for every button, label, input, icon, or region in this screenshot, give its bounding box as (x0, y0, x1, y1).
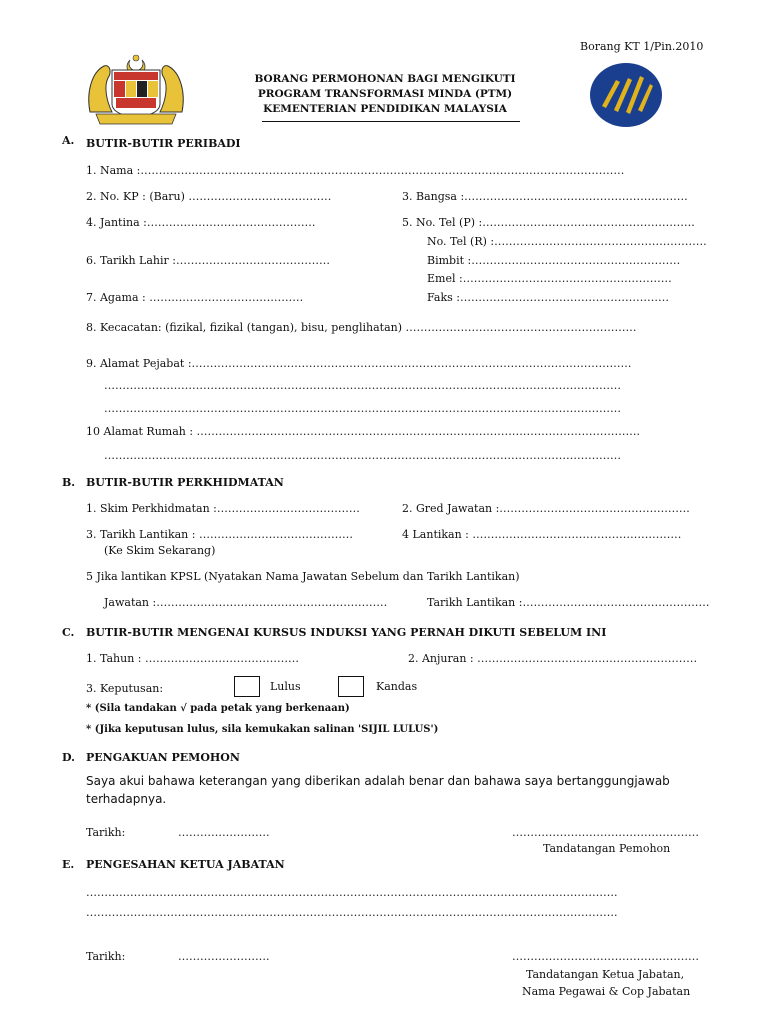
section-e-letter: E. (62, 858, 75, 871)
field-jawatan[interactable]: Jawatan :……………………………………………………… (104, 596, 388, 609)
field-kecacatan[interactable]: 8. Kecacatan: (fizikal, fizikal (tangan), bisu, penglihatan) ……………………………………………………… (86, 321, 637, 334)
title-underline (262, 121, 520, 122)
section-c-letter: C. (62, 626, 75, 639)
field-faks[interactable]: Faks :………………………………………………… (427, 291, 669, 304)
ketua-tarikh-label: Tarikh: (86, 950, 126, 963)
note-tick: * (Sila tandakan √ pada petak yang berkenaan) (86, 703, 350, 714)
field-gred-jawatan[interactable]: 2. Gred Jawatan :……………………………………………. (402, 502, 690, 515)
pemohon-tarikh-field[interactable]: ……………………. (178, 826, 270, 839)
pemohon-tarikh-label: Tarikh: (86, 826, 126, 839)
note-sijil: * (Jika keputusan lulus, sila kemukakan salinan 'SIJIL LULUS') (86, 724, 439, 735)
ketua-signature-label-2: Nama Pegawai & Cop Jabatan (522, 985, 691, 998)
section-d-letter: D. (62, 751, 75, 764)
pemohon-signature-label: Tandatangan Pemohon (543, 842, 671, 855)
kandas-label: Kandas (376, 680, 418, 693)
declaration-text: Saya akui bahawa keterangan yang diberikan adalah benar dan bahawa saya bertanggungjawab terhadapnya. (86, 774, 670, 806)
form-title (250, 72, 520, 117)
section-e-title: PENGESAHAN KETUA JABATAN (86, 858, 285, 871)
ketua-signature-label-1: Tandatangan Ketua Jabatan, (526, 968, 685, 981)
section-b-letter: B. (62, 476, 76, 489)
field-skim-perkhidmatan[interactable]: 1. Skim Perkhidmatan :………………………………… (86, 502, 360, 515)
ketua-signature-field[interactable]: …………………………………………… (512, 950, 699, 963)
lulus-checkbox[interactable] (234, 676, 260, 697)
field-alamat-pejabat-line-3[interactable]: …………………………………………………………………………………………………………………………… (104, 402, 621, 415)
field-alamat-rumah-line-2[interactable]: …………………………………………………………………………………………………………………………… (104, 449, 621, 462)
field-nama[interactable]: 1. Nama :…………………………………………………………………………………………………………………… (86, 164, 625, 177)
kpsl-instruction: 5 Jika lantikan KPSL (Nyatakan Nama Jawatan Sebelum dan Tarikh Lantikan) (86, 570, 520, 583)
field-no-tel-p[interactable]: 5. No. Tel (P) :…………………………………………………. (402, 216, 695, 229)
field-no-tel-r[interactable]: No. Tel (R) :…………………………………………………. (427, 235, 707, 248)
pengesahan-line-2[interactable]: ………………………………………………………………………………………………………………………………. (86, 906, 618, 919)
section-c-title: BUTIR-BUTIR MENGENAI KURSUS INDUKSI YANG PERNAH DIKUTI SEBELUM INI (86, 626, 607, 639)
field-alamat-pejabat[interactable]: 9. Alamat Pejabat :………………………………………………………………………………………………………… (86, 357, 632, 370)
section-a-letter: A. (62, 134, 75, 147)
field-agama[interactable]: 7. Agama : …………………………………… (86, 291, 304, 304)
field-bimbit[interactable]: Bimbit :………………………………………………… (427, 254, 681, 267)
field-anjuran[interactable]: 2. Anjuran : …………………………………………………… (408, 652, 698, 665)
field-tahun[interactable]: 1. Tahun : …………………………………… (86, 652, 299, 665)
section-b-title: BUTIR-BUTIR PERKHIDMATAN (86, 476, 284, 489)
field-tarikh-lantikan-kpsl[interactable]: Tarikh Lantikan :…………………………………………… (427, 596, 710, 609)
section-a-title: BUTIR-BUTIR PERIBADI (86, 137, 241, 150)
kandas-checkbox[interactable] (338, 676, 364, 697)
coat-of-arms-logo (82, 52, 190, 128)
field-tarikh-lantikan[interactable]: 3. Tarikh Lantikan : …………………………………… (86, 528, 353, 541)
section-d-title: PENGAKUAN PEMOHON (86, 751, 240, 764)
field-emel[interactable]: Emel :………………………………………………… (427, 272, 672, 285)
ministry-logo (588, 62, 664, 128)
title-line-2: PROGRAM TRANSFORMASI MINDA (PTM) (257, 88, 513, 100)
title-line-1: BORANG PERMOHONAN BAGI MENGIKUTI (254, 73, 516, 85)
ke-skim-note: (Ke Skim Sekarang) (104, 544, 216, 557)
pengesahan-line-1[interactable]: ………………………………………………………………………………………………………………………………. (86, 886, 618, 899)
lulus-label: Lulus (270, 680, 301, 693)
field-alamat-pejabat-line-2[interactable]: …………………………………………………………………………………………………………………………… (104, 379, 621, 392)
field-bangsa[interactable]: 3. Bangsa :……………………………………………………. (402, 190, 688, 203)
ketua-tarikh-field[interactable]: ……………………. (178, 950, 270, 963)
field-alamat-rumah[interactable]: 10 Alamat Rumah : …………………………………………………………………………………………………………. (86, 425, 641, 438)
field-lantikan[interactable]: 4 Lantikan : ………………………………………………… (402, 528, 682, 541)
field-tarikh-lahir[interactable]: 6. Tarikh Lahir :…………………………………… (86, 254, 330, 267)
field-no-kp[interactable]: 2. No. KP : (Baru) ………………………………… (86, 190, 332, 203)
keputusan-label: 3. Keputusan: (86, 682, 164, 695)
field-jantina[interactable]: 4. Jantina :………………………………………. (86, 216, 316, 229)
pemohon-signature-field[interactable]: …………………………………………… (512, 826, 699, 839)
form-code: Borang KT 1/Pin.2010 (580, 40, 704, 53)
title-line-3: KEMENTERIAN PENDIDIKAN MALAYSIA (263, 103, 507, 115)
